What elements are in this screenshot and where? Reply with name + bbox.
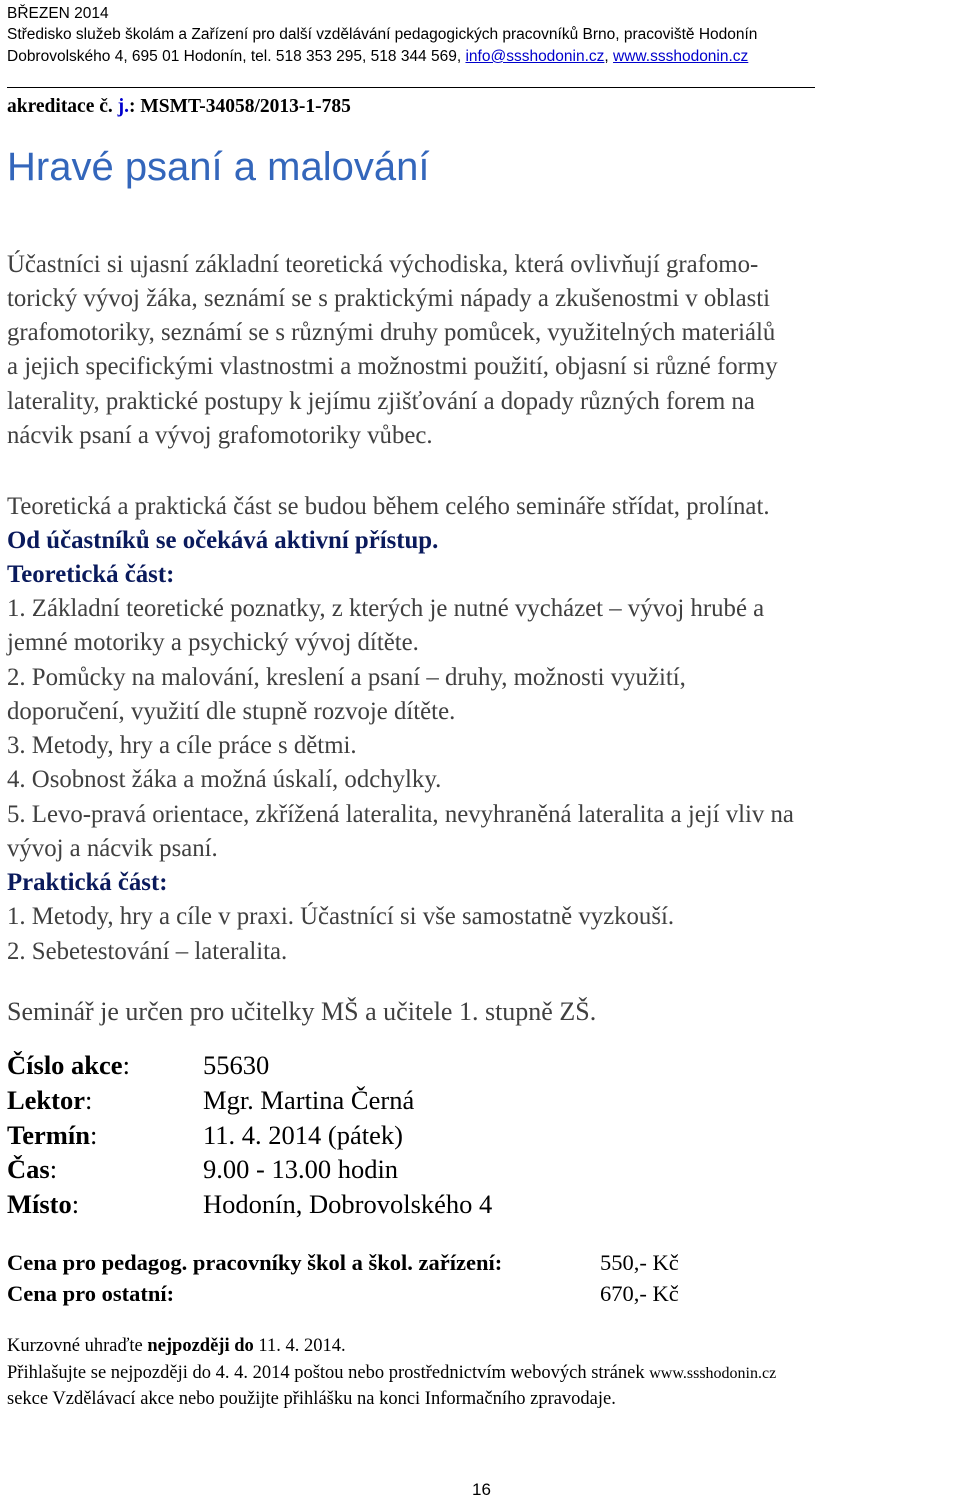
theory-item: 4. Osobnost žáka a možná úskalí, odchylky.	[7, 766, 442, 793]
detail-value-place: Hodonín, Dobrovolského 4	[203, 1189, 493, 1219]
payment-note: Kurzovné uhraďte nejpozději do 11. 4. 2014.	[7, 1336, 346, 1356]
detail-label-date: Termín:	[7, 1120, 98, 1150]
detail-value-time: 9.00 - 13.00 hodin	[203, 1154, 399, 1184]
theory-item: vývoj a nácvik psaní.	[7, 835, 218, 862]
theory-item: 3. Metody, hry a cíle práce s dětmi.	[7, 732, 357, 759]
audience: Seminář je určen pro učitelky MŠ a učitele 1. stupně ZŠ.	[7, 997, 597, 1026]
accreditation-prefix: akreditace č.	[7, 96, 118, 117]
theory-item: doporučení, využití dle stupně rozvoje dítěte.	[7, 698, 456, 725]
detail-value-date: 11. 4. 2014 (pátek)	[203, 1120, 403, 1150]
program-emphasis: Od účastníků se očekává aktivní přístup.	[7, 527, 439, 554]
theory-item: 5. Levo-pravá orientace, zkřížená lateralita, nevyhraněná lateralita a její vliv na	[7, 801, 794, 828]
price-label-others: Cena pro ostatní:	[7, 1281, 175, 1306]
detail-label-lecturer: Lektor:	[7, 1085, 93, 1115]
intro-line: Účastníci si ujasní základní teoretická východiska, která ovlivňují grafomo-	[7, 251, 759, 278]
detail-value-event-number: 55630	[203, 1050, 270, 1080]
registration-url: www.ssshodonin.cz	[649, 1365, 777, 1382]
intro-line: grafomotoriky, seznámí se s různými druhy pomůcek, využitelných materiálů	[7, 319, 776, 346]
header-address: Dobrovolského 4, 695 01 Hodonín, tel. 518 353 295, 518 344 569,	[7, 48, 466, 65]
detail-label-time: Čas:	[7, 1154, 58, 1184]
price-value-teachers: 550,- Kč	[600, 1250, 679, 1275]
practice-heading: Praktická část:	[7, 869, 168, 896]
program-intro: Teoretická a praktická část se budou během celého semináře střídat, prolínat.	[7, 493, 770, 520]
detail-value-lecturer: Mgr. Martina Černá	[203, 1085, 415, 1115]
theory-item: 2. Pomůcky na malování, kreslení a psaní – druhy, možnosti využití,	[7, 664, 686, 691]
page-number: 16	[472, 1480, 491, 1499]
detail-label-event-number: Číslo akce:	[7, 1050, 130, 1080]
section-note: sekce Vzdělávací akce nebo použijte přihlášku na konci Informačního zpravodaje.	[7, 1389, 616, 1409]
registration-note: Přihlašujte se nejpozději do 4. 4. 2014 poštou nebo prostřednictvím webových stránek www.ssshodonin.cz	[7, 1363, 777, 1383]
intro-line: nácvik psaní a vývoj grafomotoriky vůbec.	[7, 422, 433, 449]
theory-heading: Teoretická část:	[7, 561, 175, 588]
practice-item: 1. Metody, hry a cíle v praxi. Účastnící si vše samostatně vyzkouší.	[7, 903, 675, 930]
header-organization: Středisko služeb školám a Zařízení pro další vzdělávání pedagogických pracovníků Brno, pracoviště Hodonín	[7, 26, 758, 43]
email-link[interactable]: info@ssshodonin.cz	[465, 48, 605, 65]
theory-item: 1. Základní teoretické poznatky, z kterých je nutné vycházet – vývoj hrubé a	[7, 595, 765, 622]
accreditation-number: : MSMT-34058/2013-1-785	[129, 96, 351, 117]
price-label-teachers: Cena pro pedagog. pracovníky škol a škol. zařízení:	[7, 1250, 503, 1275]
detail-label-place: Místo:	[7, 1189, 80, 1219]
intro-line: laterality, praktické postupy k jejímu zjišťování a dopady různých forem na	[7, 388, 755, 415]
page-title: Hravé psaní a malování	[7, 145, 430, 189]
header-contact	[7, 47, 748, 67]
intro-line: a jejich specifickými vlastnostmi a možnostmi použití, objasní si různé formy	[7, 353, 778, 380]
theory-item: jemné motoriky a psychický vývoj dítěte.	[7, 629, 419, 656]
practice-item: 2. Sebetestování – lateralita.	[7, 938, 288, 965]
accreditation	[7, 96, 351, 118]
website-link[interactable]: www.ssshodonin.cz	[613, 48, 749, 65]
header-date: BŘEZEN 2014	[7, 5, 109, 22]
accreditation-highlight: j.	[117, 96, 130, 117]
price-value-others: 670,- Kč	[600, 1281, 679, 1306]
header-divider	[7, 87, 815, 88]
header-separator: ,	[604, 48, 614, 65]
intro-line: torický vývoj žáka, seznámí se s praktickými nápady a zkušenostmi v oblasti	[7, 285, 771, 312]
